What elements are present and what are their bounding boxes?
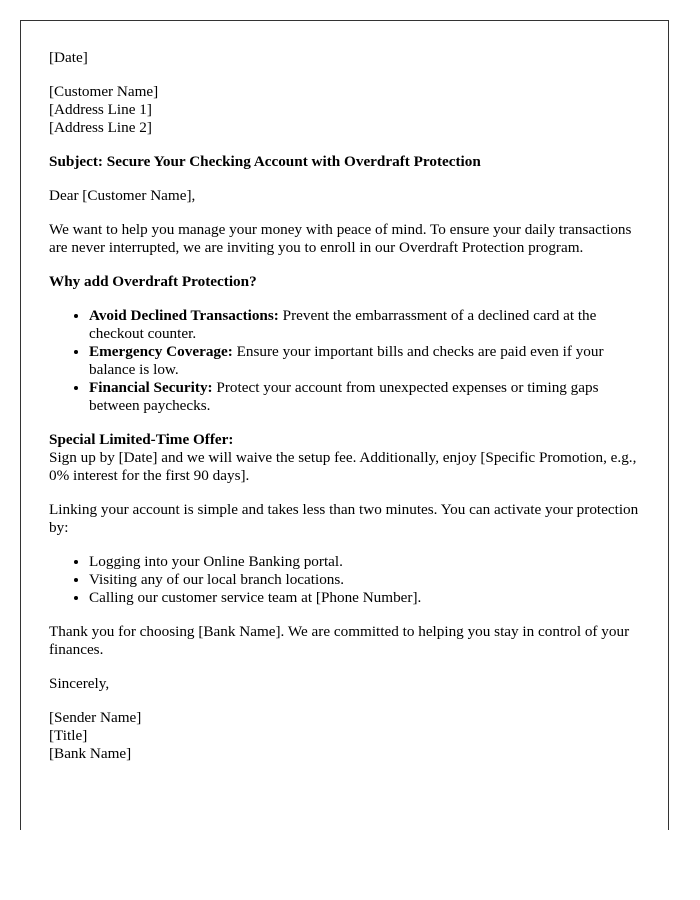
letter-subject: Subject: Secure Your Checking Account with Overdraft Protection [49,153,481,170]
benefits-list [49,307,648,415]
benefit-item [89,307,648,343]
activation-step: • Logging into your Online Banking portal. [89,553,648,571]
activation-step: • Calling our customer service team at [Phone Number]. [89,589,648,607]
sign-off: Sincerely, [49,675,110,692]
benefit-term: Emergency Coverage: [89,343,233,360]
recipient-address-line-2: [Address Line 2] [49,119,152,136]
letter-salutation: Dear [Customer Name], [49,187,196,204]
recipient-address-line-1: [Address Line 1] [49,101,152,118]
sender-name: [Sender Name] [49,709,142,726]
offer-paragraph [49,431,648,485]
benefit-term: Avoid Declined Transactions: [89,307,279,324]
benefit-term: Financial Security: [89,379,213,396]
benefit-text: Protect your account from unexpected expenses or timing gaps between paychecks. [89,379,599,414]
closing-paragraph: Thank you for choosing [Bank Name]. We are committed to helping you stay in control of your finances. [49,623,630,658]
benefit-item [89,343,648,379]
benefits-heading: Why add Overdraft Protection? [49,273,257,290]
activation-step: • Visiting any of our local branch locations. [89,571,648,589]
offer-title: Special Limited-Time Offer: [49,431,234,448]
signature-block [49,709,648,763]
benefit-text: Prevent the embarrassment of a declined card at the checkout counter. [89,307,597,342]
recipient-name: [Customer Name] [49,83,159,100]
activation-intro: Linking your account is simple and takes less than two minutes. You can activate your protection by: [49,501,639,536]
sender-bank: [Bank Name] [49,745,132,762]
sender-title: [Title] [49,727,88,744]
letter-page [20,20,669,830]
intro-paragraph: We want to help you manage your money with peace of mind. To ensure your daily transactions are never interrupted, we are inviting you to enroll in our Overdraft Protection program. [49,221,632,256]
benefit-item [89,379,648,415]
recipient-address [49,83,648,137]
offer-text: Sign up by [Date] and we will waive the setup fee. Additionally, enjoy [Specific Promotion, e.g., 0% interest for the first 90 days]. [49,449,637,484]
benefit-text: Ensure your important bills and checks are paid even if your balance is low. [89,343,604,378]
letter-date: [Date] [49,49,88,66]
activation-steps-list [49,553,648,607]
